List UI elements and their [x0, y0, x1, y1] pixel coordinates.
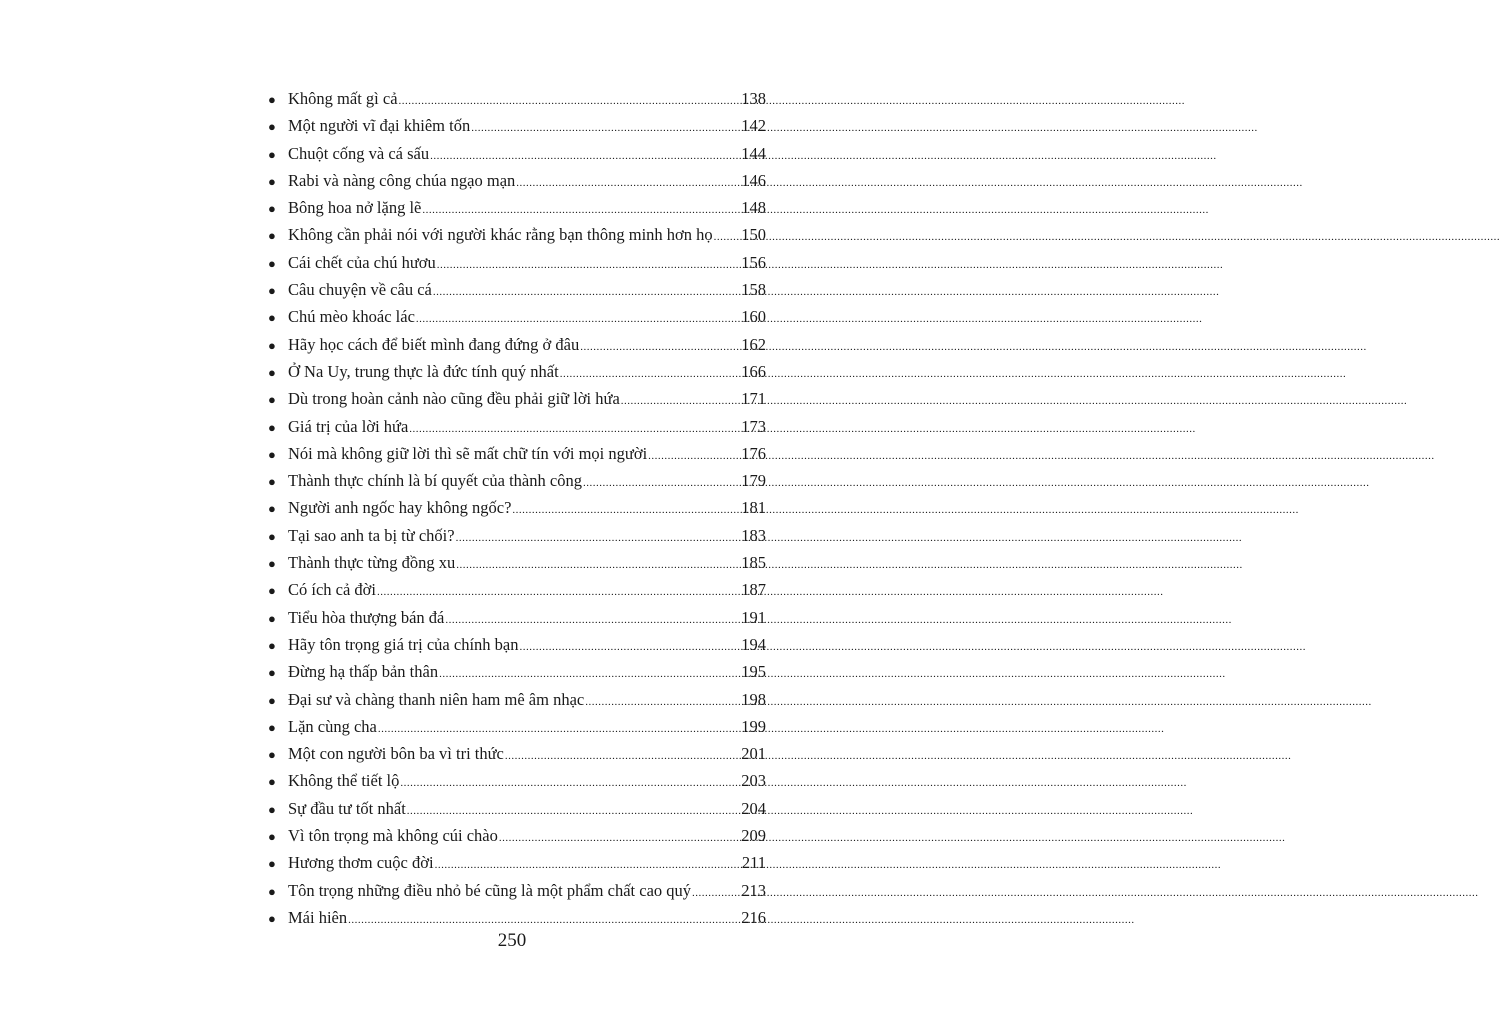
- toc-entry-page: 185: [741, 553, 766, 573]
- toc-entry-title: Thành thực chính là bí quyết của thành công: [288, 471, 582, 491]
- toc-entry-title: Một con người bôn ba vì tri thức: [288, 744, 504, 764]
- toc-entry: [262, 358, 766, 385]
- toc-entry-title: Sự đầu tư tốt nhất: [288, 798, 406, 818]
- toc-entry: [262, 385, 766, 412]
- toc-entry-title: Không cần phải nói với người khác rằng bạn thông minh hơn họ: [288, 225, 713, 245]
- toc-entry-page: 191: [741, 607, 766, 627]
- toc-entry-page: 162: [741, 334, 766, 354]
- toc-entry-title: Lặn cùng cha: [288, 716, 377, 736]
- toc-entry-title: Có ích cả đời: [288, 580, 376, 600]
- toc-entry: [262, 604, 766, 631]
- toc-entry-title: Đại sư và chàng thanh niên ham mê âm nhạc: [288, 689, 585, 709]
- bullet-icon: ●: [268, 92, 276, 107]
- toc-entry: [262, 740, 766, 767]
- page-number: 250: [497, 930, 527, 951]
- toc-entry: [262, 303, 766, 330]
- toc-entry-page: 211: [741, 853, 766, 873]
- toc-entry: [262, 331, 766, 358]
- toc-entry: [262, 822, 766, 849]
- bullet-icon: ●: [268, 474, 276, 490]
- toc-entry-page: 138: [741, 89, 766, 108]
- dot-leader: [407, 798, 740, 825]
- toc-entry-title: Không thể tiết lộ: [288, 771, 400, 791]
- toc-entry: [262, 767, 766, 794]
- toc-entry-page: 179: [741, 471, 766, 491]
- dot-leader: [516, 170, 740, 197]
- dot-leader: [377, 579, 740, 606]
- bullet-icon: ●: [268, 419, 276, 435]
- toc-entry-page: 156: [741, 252, 766, 272]
- bullet-icon: ●: [268, 610, 276, 626]
- toc-entry-title: Vì tôn trọng mà không cúi chào: [288, 826, 498, 846]
- dot-leader: [621, 388, 740, 415]
- toc-entry: [262, 576, 766, 603]
- toc-entry-page: 142: [741, 116, 766, 136]
- bullet-icon: ●: [268, 583, 276, 599]
- toc-entry-page: 166: [741, 361, 766, 381]
- toc-entry-page: 158: [741, 280, 766, 300]
- toc-entry-page: 176: [741, 443, 766, 463]
- dot-leader: [378, 716, 740, 743]
- bullet-icon: ●: [268, 255, 276, 271]
- dot-leader: [400, 770, 740, 797]
- dot-leader: [505, 743, 740, 770]
- dot-leader: [409, 416, 740, 443]
- toc-entry-title: Hương thơm cuộc đời: [288, 853, 434, 873]
- bullet-icon: ●: [268, 119, 276, 135]
- dot-leader: [433, 279, 740, 306]
- toc-entry-page: 148: [741, 198, 766, 218]
- bullet-icon: ●: [268, 228, 276, 244]
- toc-entry-page: 203: [741, 771, 766, 791]
- toc-entry-title: Ở Na Uy, trung thực là đức tính quý nhất: [288, 361, 559, 381]
- bullet-icon: ●: [268, 801, 276, 817]
- bullet-icon: ●: [268, 637, 276, 653]
- dot-leader: [585, 689, 740, 716]
- dot-leader: [445, 607, 740, 634]
- toc-entry: [262, 276, 766, 303]
- dot-leader: [439, 661, 740, 688]
- toc-entry-title: Đừng hạ thấp bản thân: [288, 662, 439, 682]
- toc-entry-title: Thành thực từng đồng xu: [288, 553, 456, 573]
- toc-entry: [262, 194, 766, 221]
- toc-entry: [262, 522, 766, 549]
- table-of-contents: [262, 85, 766, 931]
- toc-entry: [262, 112, 766, 139]
- toc-entry-title: Hãy học cách để biết mình đang đứng ở đâu: [288, 334, 580, 354]
- bullet-icon: ●: [268, 910, 276, 926]
- toc-entry-page: 199: [741, 716, 766, 736]
- dot-leader: [519, 634, 740, 661]
- toc-entry-page: 204: [741, 798, 766, 818]
- toc-entry: [262, 631, 766, 658]
- toc-entry-page: 146: [741, 170, 766, 190]
- toc-entry-title: Câu chuyện về câu cá: [288, 280, 432, 300]
- toc-entry-title: Mái hiên: [288, 907, 348, 927]
- dot-leader: [471, 115, 740, 142]
- bullet-icon: ●: [268, 528, 276, 544]
- dot-leader: [437, 252, 740, 279]
- toc-entry-title: Chú mèo khoác lác: [288, 307, 415, 327]
- bullet-icon: ●: [268, 719, 276, 735]
- toc-entry: [262, 413, 766, 440]
- bullet-icon: ●: [268, 201, 276, 217]
- toc-entry-title: Giá trị của lời hứa: [288, 416, 409, 436]
- dot-leader: [499, 825, 740, 852]
- toc-entry-page: 181: [741, 498, 766, 518]
- bullet-icon: ●: [268, 446, 276, 462]
- toc-entry-page: 209: [741, 826, 766, 846]
- dot-leader: [430, 143, 740, 170]
- toc-entry-title: Nói mà không giữ lời thì sẽ mất chữ tín với mọi người: [288, 443, 648, 463]
- bullet-icon: ●: [268, 501, 276, 517]
- dot-leader: [456, 525, 741, 552]
- bullet-icon: ●: [268, 692, 276, 708]
- bullet-icon: ●: [268, 556, 276, 572]
- toc-entry-page: 173: [741, 416, 766, 436]
- toc-entry: [262, 686, 766, 713]
- bullet-icon: ●: [268, 173, 276, 189]
- toc-entry-page: 216: [741, 907, 766, 927]
- toc-entry-title: Chuột cống và cá sấu: [288, 143, 430, 163]
- toc-entry-title: Người anh ngốc hay không ngốc?: [288, 498, 512, 518]
- toc-entry-page: 150: [741, 225, 766, 245]
- toc-entry: [262, 904, 766, 931]
- toc-entry-title: Tại sao anh ta bị từ chối?: [288, 525, 455, 545]
- toc-entry-title: Tôn trọng những điều nhỏ bé cũng là một phẩm chất cao quý: [288, 880, 692, 900]
- bullet-icon: ●: [268, 856, 276, 872]
- bullet-icon: ●: [268, 364, 276, 380]
- bullet-icon: ●: [268, 283, 276, 299]
- toc-entry: [262, 795, 766, 822]
- toc-entry-page: 213: [741, 880, 766, 900]
- toc-entry-page: 160: [741, 307, 766, 327]
- bullet-icon: ●: [268, 310, 276, 326]
- toc-entry-page: 144: [741, 143, 766, 163]
- toc-entry: [262, 658, 766, 685]
- toc-entry: [262, 877, 766, 904]
- toc-entry: [262, 849, 766, 876]
- toc-entry: [262, 140, 766, 167]
- dot-leader: [416, 306, 740, 333]
- toc-entry-title: Cái chết của chú hươu: [288, 252, 436, 272]
- dot-leader: [456, 552, 740, 579]
- toc-entry-title: Một người vĩ đại khiêm tốn: [288, 116, 471, 136]
- bullet-icon: ●: [268, 747, 276, 763]
- toc-entry-page: 201: [741, 744, 766, 764]
- bullet-icon: ●: [268, 883, 276, 899]
- toc-entry: [262, 85, 766, 112]
- bullet-icon: ●: [268, 774, 276, 790]
- bullet-icon: ●: [268, 337, 276, 353]
- dot-leader: [714, 224, 741, 251]
- bullet-icon: ●: [268, 829, 276, 845]
- dot-leader: [692, 880, 740, 907]
- dot-leader: [512, 497, 740, 524]
- dot-leader: [422, 197, 740, 224]
- toc-entry: [262, 713, 766, 740]
- toc-entry-title: Hãy tôn trọng giá trị của chính bạn: [288, 634, 519, 654]
- toc-entry: [262, 440, 766, 467]
- toc-entry-page: 183: [741, 525, 766, 545]
- toc-entry-title: Rabi và nàng công chúa ngạo mạn: [288, 170, 516, 190]
- toc-entry-page: 171: [741, 389, 766, 409]
- toc-entry-title: Dù trong hoàn cảnh nào cũng đều phải giữ lời hứa: [288, 389, 620, 409]
- bullet-icon: ●: [268, 392, 276, 408]
- toc-entry-page: 187: [741, 580, 766, 600]
- dot-leader: [580, 334, 740, 361]
- toc-entry-title: Không mất gì cả: [288, 89, 398, 108]
- toc-entry: [262, 467, 766, 494]
- toc-entry: [262, 221, 766, 248]
- toc-entry: [262, 549, 766, 576]
- dot-leader: [583, 470, 740, 497]
- toc-entry-page: 194: [741, 634, 766, 654]
- dot-leader: [399, 88, 741, 115]
- toc-entry-title: Tiểu hòa thượng bán đá: [288, 607, 445, 627]
- dot-leader: [435, 852, 741, 879]
- dot-leader: [560, 361, 741, 388]
- toc-entry: [262, 494, 766, 521]
- toc-entry-title: Bông hoa nở lặng lẽ: [288, 198, 422, 218]
- bullet-icon: ●: [268, 146, 276, 162]
- toc-entry-page: 198: [741, 689, 766, 709]
- toc-entry-page: 195: [741, 662, 766, 682]
- toc-entry: [262, 167, 766, 194]
- dot-leader: [648, 443, 740, 470]
- toc-entry: [262, 249, 766, 276]
- bullet-icon: ●: [268, 665, 276, 681]
